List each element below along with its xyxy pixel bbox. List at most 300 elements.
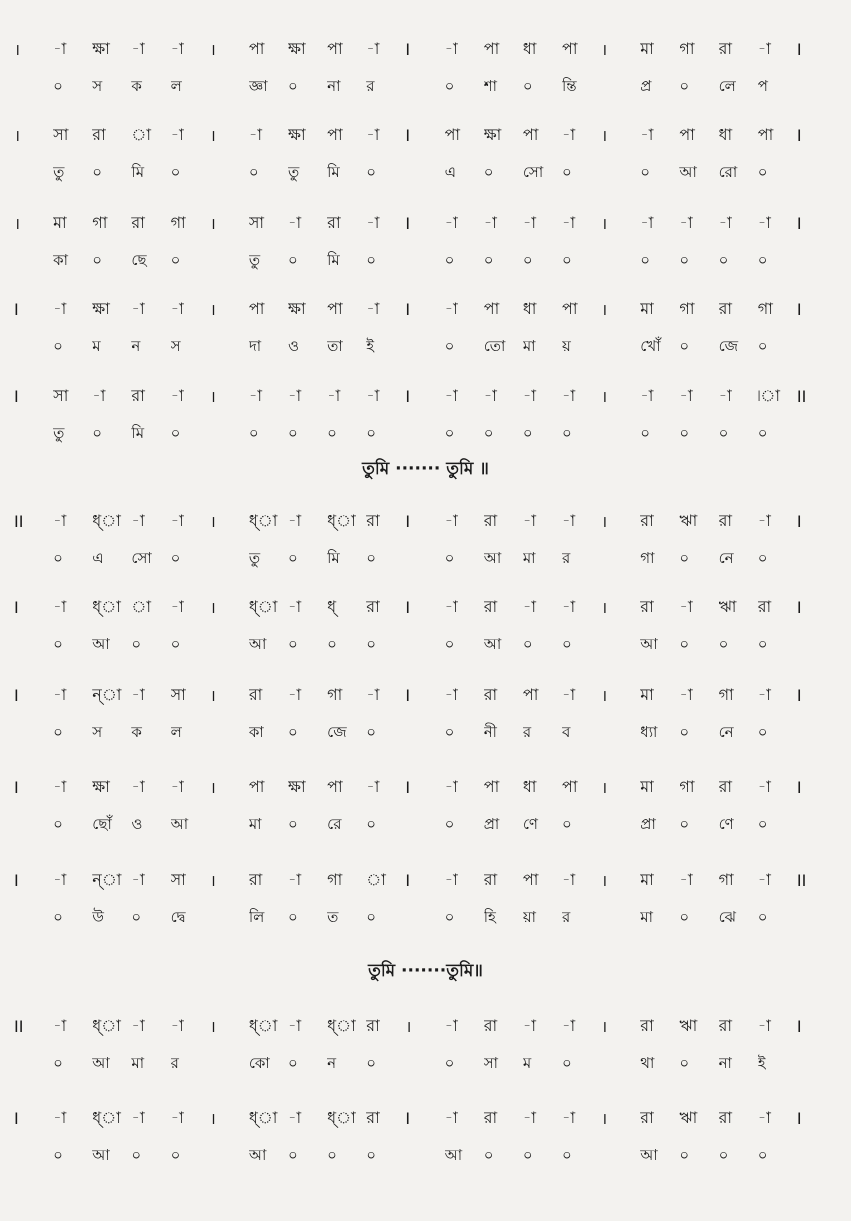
block1-notes-row-cell: -া (170, 385, 184, 405)
block2-notes-row-cell: -া (287, 596, 302, 616)
block1-lyrics-row-cell: ০ (483, 423, 494, 442)
block3-lyrics-row-cell: ম (522, 1053, 532, 1072)
block2-notes-row-cell: -া (53, 510, 67, 530)
block1-lyrics-row-cell: তু (53, 423, 65, 442)
block2-notes-row-cell: -া (757, 510, 771, 530)
block3-notes-row-cell: -া (561, 1015, 576, 1035)
block1-notes-row-cell: । (601, 300, 608, 319)
block1-notes-row-cell: II (796, 386, 807, 406)
block1-lyrics-row-cell: ছে (131, 250, 147, 269)
block1-notes-row-cell: ক্ষা (92, 38, 110, 58)
block2-lyrics-row-cell: ০ (287, 907, 298, 926)
block1-notes-row-cell: -া (757, 38, 771, 58)
block1-lyrics-row-cell: ০ (92, 162, 103, 181)
block2-lyrics-row (14, 905, 836, 931)
block1-lyrics-row-cell: এ (444, 162, 456, 181)
block3-notes-row-cell: -া (522, 1107, 537, 1127)
block1-lyrics-row-cell: ০ (679, 336, 690, 355)
block2-notes-row-cell: । (601, 686, 608, 705)
block1-notes-row-cell: । (601, 40, 608, 59)
block2-lyrics-row-cell: ০ (287, 722, 298, 741)
block3-lyrics-row-cell: র (170, 1053, 179, 1072)
block1-notes-row-cell: -া (366, 298, 380, 318)
block3-lyrics-row-cell: আ (92, 1145, 110, 1164)
block2-lyrics-row-cell: ০ (366, 722, 377, 741)
block3-notes-row-cell: -া (444, 1107, 458, 1127)
block2-lyrics-row-cell: ছোঁ (92, 814, 112, 833)
block2-lyrics-row-cell: ল (170, 722, 182, 741)
block2-notes-row-cell: রা (483, 510, 498, 530)
block1-lyrics-row-cell: ০ (483, 162, 494, 181)
block3-notes-row-cell: -া (131, 1015, 145, 1035)
block2-notes-row-cell: ধ্‌া (92, 596, 121, 616)
block3-lyrics-row-cell: আ (92, 1053, 110, 1072)
block3-lyrics-row-cell: ন (327, 1053, 337, 1072)
block1-notes-row-cell: । (209, 214, 216, 233)
block2-notes-row-cell: গা (718, 684, 734, 704)
block2-notes-row-cell: রা (718, 510, 733, 530)
block2-lyrics-row-cell: সো (131, 548, 152, 567)
block3-lyrics-row-cell: কো (248, 1053, 270, 1072)
block2-notes-row-cell: -া (679, 596, 693, 616)
block1-notes-row-cell: I (796, 299, 802, 319)
block3-notes-row-cell: রা (718, 1015, 733, 1035)
block2-notes-row-cell: ক্ষা (287, 776, 306, 796)
block2-notes-row-cell: পা (561, 776, 578, 796)
block2-notes-row-cell: রা (483, 869, 498, 889)
block1-lyrics-row-cell: ০ (679, 250, 690, 269)
block2-lyrics-row-cell: মা (248, 814, 262, 833)
block1-notes-row-cell: পা (483, 38, 500, 58)
block1-notes-row-cell: I (14, 299, 19, 319)
block2-lyrics-row-cell: ০ (170, 634, 181, 653)
block1-lyrics-row-cell: ০ (366, 162, 377, 181)
block2-notes-row-cell: -া (757, 684, 771, 704)
block1-notes-row-cell: I (796, 39, 802, 59)
block1-lyrics-row-cell: রো (718, 162, 738, 181)
block2-notes-row-cell: রা (248, 684, 263, 704)
block2-lyrics-row-cell: ০ (53, 634, 63, 653)
block1-lyrics-row-cell: দা (248, 336, 262, 355)
block2-notes-row-cell: -া (131, 684, 145, 704)
block2-notes-row-cell: । (601, 512, 608, 531)
block3-notes-row-cell: ধ্‌া (248, 1107, 278, 1127)
block2-lyrics-row-cell: নে (718, 548, 734, 567)
block1-notes-row-cell: রা (718, 298, 733, 318)
block3-lyrics-row-cell: মা (131, 1053, 145, 1072)
block2-lyrics-row-cell: ০ (131, 907, 142, 926)
block1-lyrics-row (14, 248, 836, 274)
block1-lyrics-row-cell: ০ (53, 336, 63, 355)
block2-lyrics-row-cell: আ (483, 634, 502, 653)
block1-notes-row-cell: -া (522, 212, 537, 232)
block2-notes-row-cell: । (209, 512, 216, 531)
block2-notes-row-cell: -া (444, 684, 458, 704)
block1-lyrics-row-cell: কা (53, 250, 68, 269)
block3-lyrics-row-cell: ০ (366, 1145, 377, 1164)
block2-notes-row-cell: রা (757, 596, 772, 616)
block1-lyrics-row-cell: ০ (757, 250, 768, 269)
block1-notes-row (14, 122, 836, 148)
block3-notes-row-cell: -া (757, 1107, 771, 1127)
block2-lyrics-row-cell: ০ (679, 722, 690, 741)
block1-notes-row-cell: -া (640, 385, 654, 405)
block1-notes-row-cell: পা (327, 124, 343, 144)
block1-lyrics-row-cell: ০ (287, 250, 298, 269)
block2-notes-row-cell: া (131, 596, 152, 616)
block2-lyrics-row-cell: ০ (522, 634, 533, 653)
block1-notes-row-cell: পা (561, 298, 578, 318)
block2-lyrics-row-cell: ০ (718, 634, 729, 653)
block2-notes-row-cell: ধ্‌া (92, 510, 121, 530)
block2-lyrics-row-cell: কা (248, 722, 264, 741)
block2-lyrics-row-cell: গা (640, 548, 655, 567)
block2-notes-row (14, 594, 836, 620)
block1-notes-row-cell: পা (248, 38, 265, 58)
block3-notes-row-cell: -া (287, 1107, 302, 1127)
block1-lyrics-row (14, 74, 836, 100)
block2-notes-row-cell: -া (287, 869, 302, 889)
block2-notes-row-cell: পা (522, 684, 539, 704)
block2-notes-row-cell: গা (327, 869, 343, 889)
block1-lyrics-row-cell: লে (718, 76, 736, 95)
block1-notes-row-cell: -া (131, 298, 145, 318)
block2-notes-row-cell: রা (483, 596, 498, 616)
block2-notes-row-cell: পা (483, 776, 500, 796)
block1-lyrics-row-cell: মি (131, 162, 145, 181)
block2-notes-row-cell: -া (561, 510, 576, 530)
block2-notes-row-cell: II (14, 511, 24, 531)
block1-notes-row-cell: সা (53, 385, 69, 405)
block1-lyrics-row-cell: ল (170, 76, 182, 95)
block2-notes-row-cell: I (796, 777, 802, 797)
block3-notes-row-cell: রা (483, 1015, 498, 1035)
block1-notes-row-cell: -া (170, 124, 184, 144)
block2-notes-row-cell: I (796, 597, 802, 617)
block1-notes-row-cell: -া (522, 385, 537, 405)
block3-lyrics-row (14, 1143, 836, 1169)
block3-lyrics-row (14, 1051, 836, 1077)
block1-lyrics-row-cell: ০ (522, 423, 533, 442)
block1-lyrics-row-cell: ন্তি (561, 76, 577, 95)
block2-notes-row (14, 774, 836, 800)
block3-lyrics-row-cell: ০ (366, 1053, 377, 1072)
block3-notes-row-cell: -া (53, 1107, 67, 1127)
block1-notes-row-cell: ধা (522, 38, 537, 58)
block1-lyrics-row-cell: ০ (757, 336, 768, 355)
block1-notes-row-cell: ধা (522, 298, 537, 318)
block3-lyrics-row-cell: ০ (287, 1145, 298, 1164)
block3-notes-row-cell: রা (718, 1107, 733, 1127)
block1-notes-row-cell: -া (561, 212, 576, 232)
block2-lyrics-row-cell: প্রা (640, 814, 656, 833)
block3-notes-row-cell: । (209, 1017, 216, 1036)
block1-notes-row-cell: মা (640, 38, 654, 58)
block1-lyrics-row-cell: তু (248, 250, 261, 269)
block1-notes-row-cell: -া (640, 124, 654, 144)
block1-notes-row-cell: রা (718, 38, 733, 58)
block1-lyrics-row-cell: ০ (170, 250, 181, 269)
block2-notes-row-cell: -া (561, 596, 576, 616)
block3-notes-row-cell: -া (444, 1015, 458, 1035)
block1-lyrics-row-cell: ০ (248, 162, 259, 181)
block1-lyrics-row-cell: মি (131, 423, 145, 442)
block1-notes-row-cell: -া (757, 212, 771, 232)
block2-lyrics-row-cell: ০ (444, 907, 455, 926)
block2-notes-row-cell: I (405, 597, 411, 617)
block2-lyrics-row-cell: ০ (366, 634, 377, 653)
block1-lyrics-row-cell: ০ (444, 76, 455, 95)
block2-notes-row-cell: I (405, 870, 411, 890)
block1-notes-row-cell: ক্ষা (287, 298, 306, 318)
block1-lyrics-row-cell: র (366, 76, 375, 95)
block3-lyrics-row-cell: ০ (679, 1145, 690, 1164)
block1-notes-row-cell: -া (679, 385, 693, 405)
block3-lyrics-row-cell: ই (757, 1053, 766, 1072)
block1-lyrics-row-cell: ০ (561, 162, 572, 181)
block1-notes-row-cell: । (601, 387, 608, 406)
block2-notes-row-cell: -া (53, 869, 67, 889)
block1-notes-row-cell: । (14, 214, 21, 233)
block1-lyrics-row-cell: ০ (757, 162, 768, 181)
block2-lyrics-row-cell: হি (483, 907, 496, 926)
block2-notes-row-cell: গা (679, 776, 695, 796)
block2-notes-row-cell: পা (522, 869, 539, 889)
block1-notes-row-cell: গা (679, 38, 695, 58)
block2-notes-row-cell: I (14, 777, 19, 797)
block2-lyrics-row-cell: এ (92, 548, 104, 567)
block2-lyrics-row-cell: দ্বে (170, 907, 186, 926)
block3-notes-row-cell: ঋা (679, 1015, 698, 1035)
block2-notes-row-cell: -া (561, 684, 576, 704)
block3-notes-row-cell: । (601, 1017, 608, 1036)
block2-notes-row-cell: -া (287, 510, 302, 530)
block3-lyrics-row-cell: ০ (522, 1145, 533, 1164)
block2-notes-row-cell: । (601, 871, 608, 890)
block1-notes-row-cell: । (601, 214, 608, 233)
block2-notes-row-cell: পা (327, 776, 343, 796)
block1-lyrics-row-cell: ০ (640, 423, 651, 442)
block1-lyrics-row-cell: ০ (248, 423, 259, 442)
block2-lyrics-row-cell: আ (483, 548, 502, 567)
block1-notes-row-cell: -া (287, 212, 302, 232)
block3-lyrics-row-cell: ০ (53, 1053, 63, 1072)
block1-notes-row-cell: I (405, 213, 411, 233)
block1-notes-row-cell: ক্ষা (287, 38, 306, 58)
block2-lyrics-row-cell: ০ (366, 814, 377, 833)
block1-lyrics-row-cell: ০ (640, 162, 651, 181)
refrain-line-2: তুমি ·······তুমি॥ (368, 961, 483, 981)
block2-lyrics-row-cell: য়া (522, 907, 537, 926)
block2-lyrics-row-cell: ০ (561, 814, 572, 833)
block1-notes-row-cell: পা (327, 38, 343, 58)
block1-notes-row-cell: সা (53, 124, 69, 144)
block3-notes-row-cell: ঋা (679, 1107, 698, 1127)
block1-lyrics-row-cell: জে (718, 336, 739, 355)
block2-lyrics-row-cell: ০ (444, 634, 455, 653)
block2-lyrics-row-cell: ০ (679, 814, 690, 833)
block1-lyrics-row-cell: ০ (483, 250, 494, 269)
block2-notes-row (14, 867, 836, 893)
block2-lyrics-row-cell: স (92, 722, 103, 741)
block1-notes-row-cell: গা (757, 298, 773, 318)
block1-notes-row-cell: ধা (718, 124, 733, 144)
block1-lyrics-row-cell: ০ (679, 423, 690, 442)
block1-lyrics-row-cell: ০ (679, 76, 690, 95)
block2-notes-row-cell: -া (522, 510, 537, 530)
block2-lyrics-row (14, 632, 836, 658)
block2-notes-row-cell: II (796, 870, 807, 890)
block2-lyrics-row-cell: রে (327, 814, 342, 833)
block3-lyrics-row-cell: ০ (287, 1053, 298, 1072)
block1-notes-row-cell: রা (131, 212, 145, 232)
block1-notes-row-cell: পা (757, 124, 774, 144)
block1-notes-row-cell: । (209, 126, 216, 145)
refrain-line-1: তুমি ······· তুমি ॥ (362, 459, 489, 479)
block1-notes-row-cell: -া (92, 385, 106, 405)
block3-notes-row-cell: -া (131, 1107, 145, 1127)
block1-notes-row-cell: -া (170, 38, 184, 58)
block3-notes-row (14, 1013, 836, 1039)
block1-notes-row-cell: I (405, 386, 411, 406)
block1-notes-row-cell: I (14, 386, 19, 406)
block2-notes-row-cell: মা (640, 776, 654, 796)
block2-notes-row-cell: । (209, 686, 216, 705)
block2-notes-row-cell: -া (131, 776, 145, 796)
block2-notes-row-cell: I (14, 870, 19, 890)
block1-lyrics-row-cell: তা (327, 336, 343, 355)
block1-notes-row-cell: পা (483, 298, 500, 318)
block2-lyrics-row-cell: লি (248, 907, 265, 926)
block2-lyrics-row-cell: নী (483, 722, 497, 741)
block2-notes-row-cell: রা (366, 596, 380, 616)
block3-notes-row-cell: । (405, 1017, 412, 1036)
block3-notes-row-cell: ধ্‌া (92, 1015, 121, 1035)
block2-notes-row-cell: I (405, 685, 411, 705)
block1-notes-row-cell: পা (679, 124, 695, 144)
block1-lyrics-row-cell: ০ (640, 250, 651, 269)
block1-lyrics-row-cell: না (327, 76, 341, 95)
block2-notes-row-cell: ন্‌া (92, 684, 122, 704)
block1-lyrics-row-cell: ০ (170, 423, 181, 442)
block1-notes-row-cell: পা (561, 38, 578, 58)
block2-notes-row-cell: গা (327, 684, 343, 704)
block1-lyrics-row-cell: ০ (366, 250, 377, 269)
block2-lyrics-row-cell: আ (248, 634, 267, 653)
block3-notes-row-cell: -া (561, 1107, 576, 1127)
block3-notes-row-cell: -া (287, 1015, 302, 1035)
block2-notes-row-cell: ধা (522, 776, 537, 796)
block3-lyrics-row-cell: ০ (718, 1145, 729, 1164)
block1-lyrics-row-cell: মি (327, 162, 340, 181)
block3-lyrics-row-cell: আ (248, 1145, 267, 1164)
block1-notes-row-cell: -া (327, 385, 341, 405)
block1-notes-row (14, 383, 836, 409)
block1-notes-row-cell: গা (679, 298, 695, 318)
block2-notes-row-cell: মা (640, 869, 654, 889)
block1-lyrics-row-cell: ০ (92, 250, 103, 269)
block2-lyrics-row-cell: ০ (561, 634, 572, 653)
block1-notes-row-cell: পা (327, 298, 343, 318)
block2-lyrics-row-cell: নে (718, 722, 734, 741)
block1-notes-row-cell: গা (170, 212, 186, 232)
block2-notes-row-cell: -া (444, 776, 458, 796)
block2-notes-row-cell: া (366, 869, 386, 889)
block1-notes-row-cell: -া (366, 124, 380, 144)
block1-lyrics-row-cell: সো (522, 162, 544, 181)
block2-lyrics-row-cell: আ (170, 814, 189, 833)
block2-lyrics-row-cell: ০ (679, 907, 690, 926)
block1-notes-row-cell: -া (248, 124, 263, 144)
block1-notes-row-cell: পা (522, 124, 539, 144)
block1-notes-row-cell: -া (170, 298, 184, 318)
block1-notes-row-cell: -া (444, 38, 458, 58)
block3-notes-row-cell: -া (757, 1015, 771, 1035)
block2-lyrics-row-cell: প্রা (483, 814, 500, 833)
block1-lyrics-row-cell: প (757, 76, 768, 95)
block3-lyrics-row-cell: ০ (170, 1145, 181, 1164)
block2-notes-row-cell: ধ্‌া (248, 596, 278, 616)
block2-notes-row-cell: -া (561, 869, 576, 889)
block1-notes-row-cell: -া (561, 385, 576, 405)
block2-notes-row-cell: গা (718, 869, 734, 889)
block3-notes-row-cell: রা (366, 1107, 380, 1127)
block2-notes-row-cell: -া (522, 596, 537, 616)
block2-notes-row-cell: -া (170, 776, 184, 796)
block1-notes-row-cell: I (405, 299, 411, 319)
block3-notes-row-cell: রা (366, 1015, 380, 1035)
block2-lyrics-row-cell: ০ (679, 548, 690, 567)
block2-notes-row-cell: ধ্‌া (327, 510, 356, 530)
block2-notes-row-cell: রা (640, 510, 654, 530)
block1-lyrics-row (14, 334, 836, 360)
block1-lyrics-row-cell: তু (53, 162, 65, 181)
block2-lyrics-row-cell: ০ (444, 548, 455, 567)
block2-lyrics-row (14, 720, 836, 746)
block1-lyrics-row-cell: ও (287, 336, 300, 355)
block3-lyrics-row-cell: ০ (561, 1145, 572, 1164)
block1-notes-row-cell: । (14, 40, 21, 59)
block3-notes-row-cell: I (405, 1108, 411, 1128)
block2-lyrics-row-cell: মি (327, 548, 340, 567)
block2-lyrics-row-cell: র (522, 722, 532, 741)
block2-lyrics-row-cell: জে (327, 722, 347, 741)
block2-notes-row-cell: ঋা (718, 596, 737, 616)
block1-lyrics-row-cell: ০ (170, 162, 181, 181)
block2-notes-row-cell: -া (53, 684, 67, 704)
block2-notes-row-cell: -া (366, 684, 380, 704)
block1-notes-row-cell: I (796, 213, 802, 233)
block3-notes-row-cell: । (601, 1109, 608, 1128)
block3-lyrics-row-cell: সা (483, 1053, 498, 1072)
block1-lyrics-row-cell: ০ (92, 423, 103, 442)
block3-lyrics-row-cell: ০ (757, 1145, 768, 1164)
block2-notes-row-cell: -া (444, 869, 458, 889)
block1-lyrics-row-cell: মা (522, 336, 536, 355)
block2-notes-row-cell: -া (444, 596, 458, 616)
block2-lyrics-row-cell: ধ্যা (640, 722, 658, 741)
block3-notes-row-cell: ধ্‌া (327, 1015, 356, 1035)
block2-lyrics-row-cell: ০ (444, 814, 455, 833)
block2-lyrics-row-cell: উ (92, 907, 104, 926)
block2-notes-row-cell: I (796, 511, 802, 531)
block2-notes-row-cell: রা (640, 596, 654, 616)
block2-lyrics-row-cell: মা (522, 548, 536, 567)
block3-notes-row-cell: রা (640, 1107, 654, 1127)
block1-lyrics-row-cell: ম (92, 336, 101, 355)
block1-notes-row-cell: -া (640, 212, 654, 232)
block2-lyrics-row-cell: তু (248, 548, 261, 567)
